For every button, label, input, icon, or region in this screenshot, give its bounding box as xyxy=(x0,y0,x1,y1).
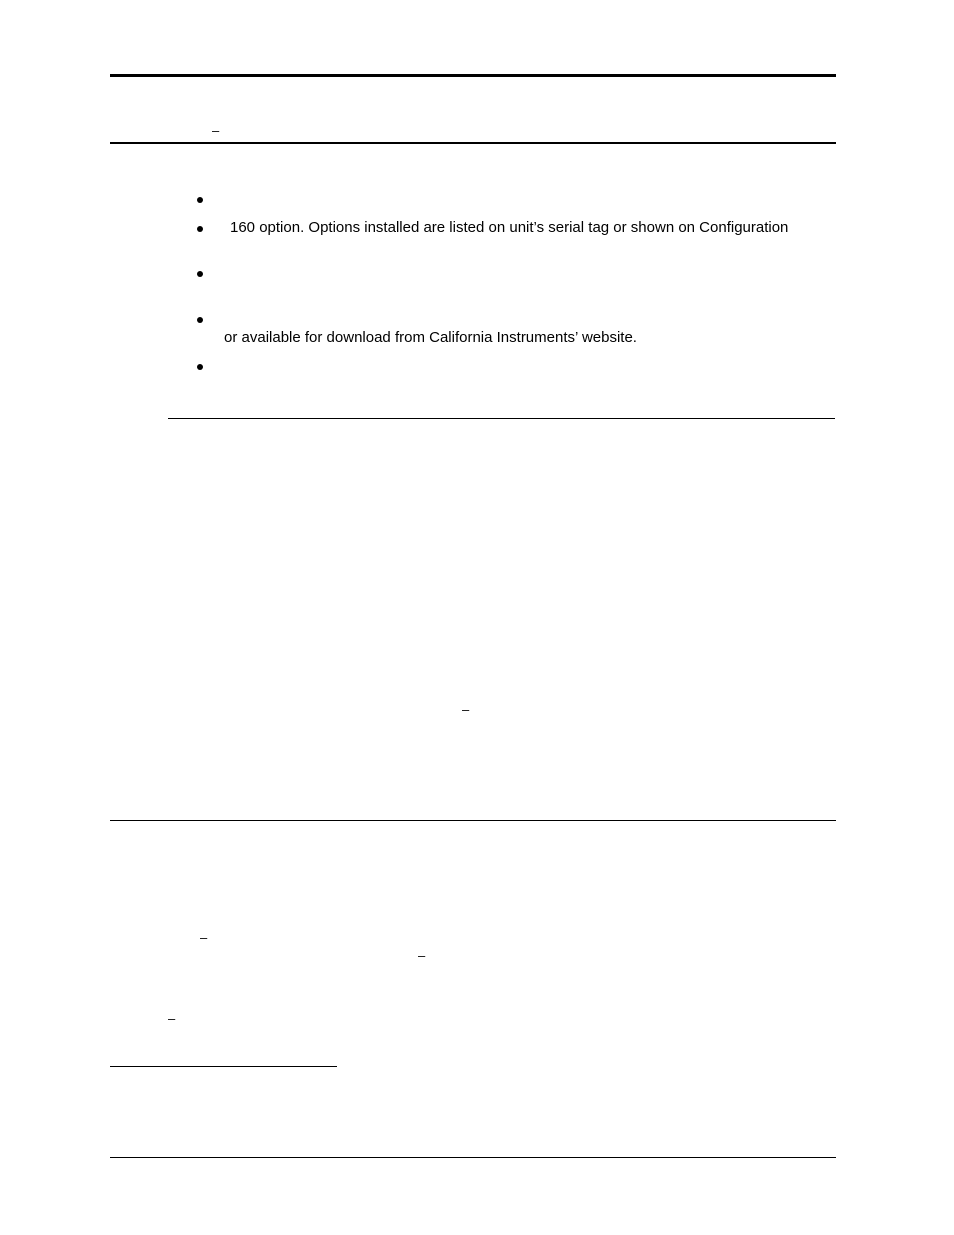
footer-rule xyxy=(110,1157,836,1158)
bullet-marker-5 xyxy=(197,364,203,370)
bullet-item-2-text: 160 option. Options installed are listed on unit’s serial tag or shown on Configuration xyxy=(230,219,789,236)
lower-dash-b: – xyxy=(418,948,426,963)
section-divider-rule xyxy=(168,418,835,419)
lower-dash-a: – xyxy=(200,930,208,945)
lower-dash-c: – xyxy=(168,1011,176,1026)
header-bottom-rule xyxy=(110,142,836,144)
body-dash: – xyxy=(462,702,470,717)
bullet-marker-4 xyxy=(197,317,203,323)
bullet-marker-2 xyxy=(197,226,203,232)
footnote-separator xyxy=(110,1066,337,1067)
header-top-rule xyxy=(110,74,836,77)
header-dash: – xyxy=(212,123,220,138)
lower-section-rule xyxy=(110,820,836,821)
bullet-marker-3 xyxy=(197,271,203,277)
bullet-item-4-text: or available for download from California Instruments’ website. xyxy=(224,329,637,346)
bullet-marker-1 xyxy=(197,197,203,203)
